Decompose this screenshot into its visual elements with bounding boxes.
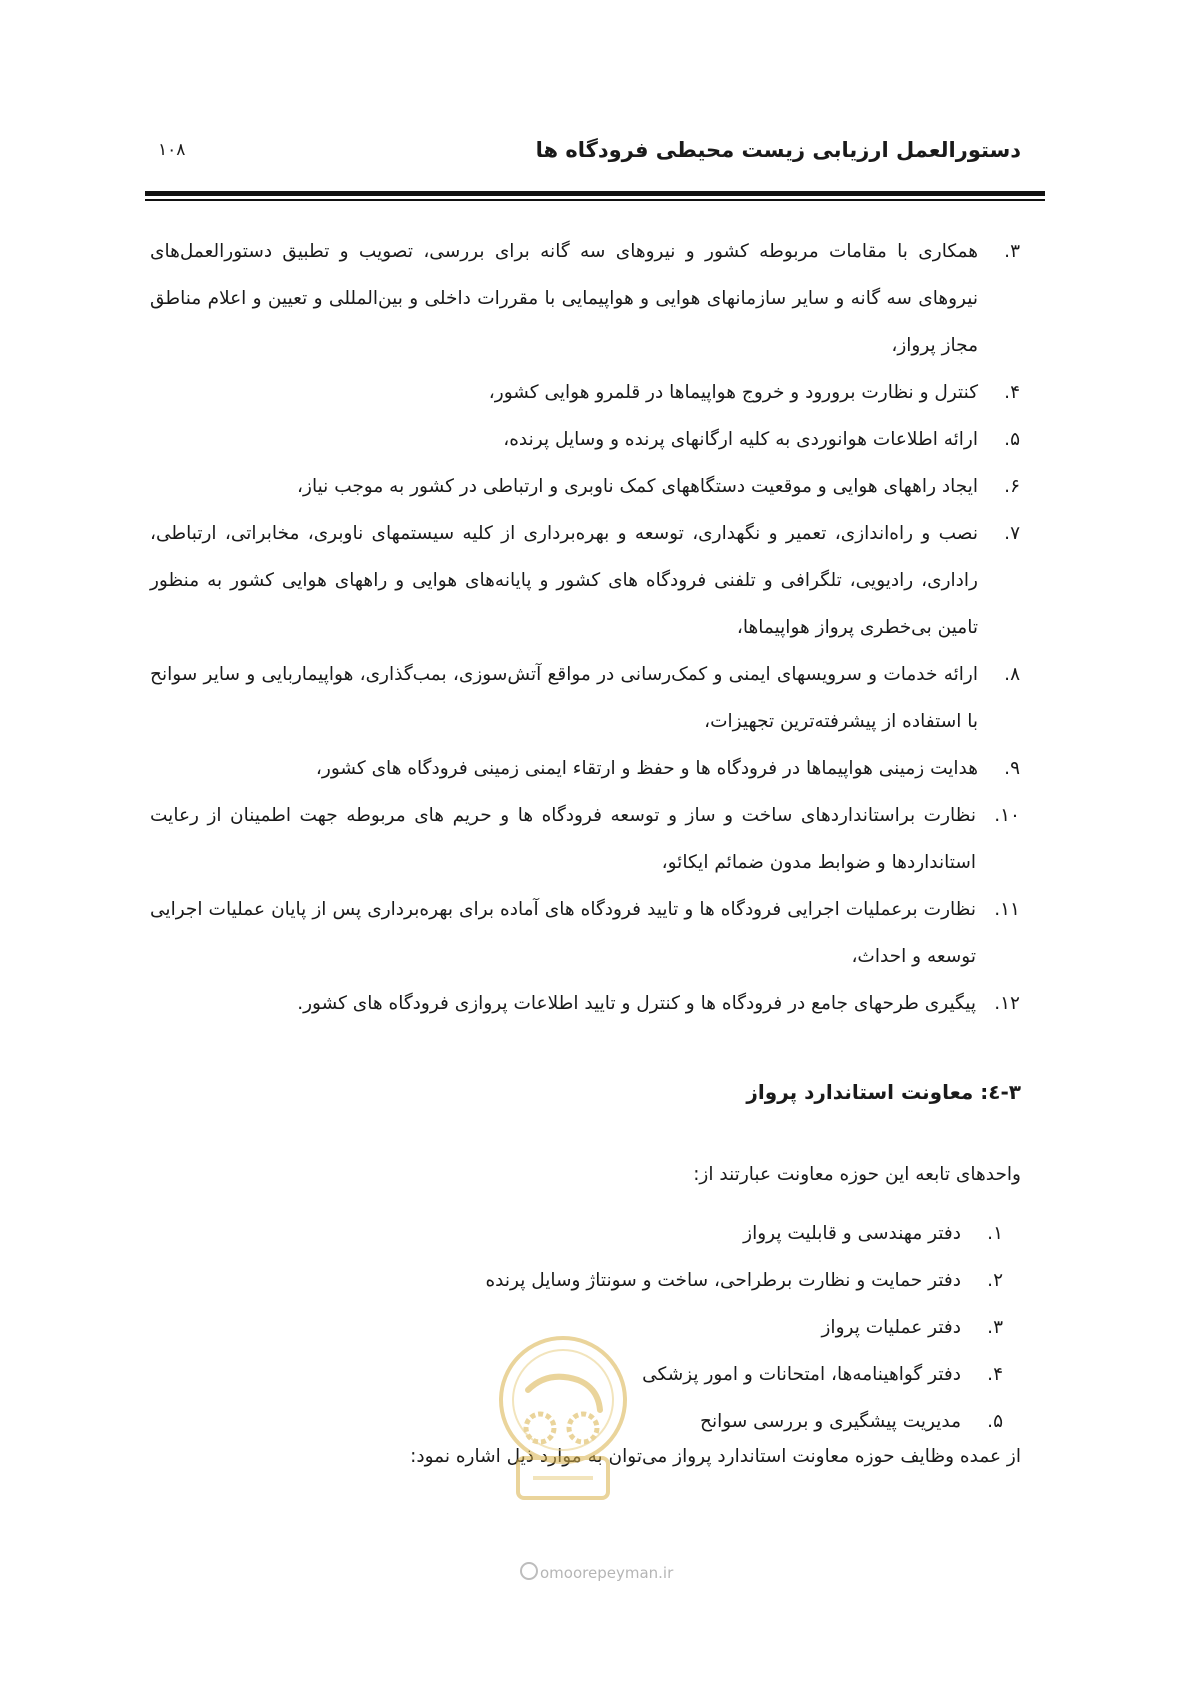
list-item bbox=[150, 980, 1020, 1027]
list-item-number: ۷. bbox=[1004, 523, 1020, 544]
list-item bbox=[150, 510, 1020, 651]
list-item-text: مدیریت پیشگیری و بررسی سوانح bbox=[700, 1411, 961, 1432]
list-item-number: ۹. bbox=[1004, 758, 1020, 779]
list-item bbox=[150, 369, 1020, 416]
list-item bbox=[150, 463, 1020, 510]
list-item bbox=[150, 745, 1020, 792]
list-item bbox=[300, 1351, 1003, 1398]
list-item bbox=[150, 228, 1020, 369]
list-item bbox=[150, 792, 1020, 886]
watermark-url bbox=[520, 1562, 673, 1582]
list-item-text: پیگیری طرحهای جامع در فرودگاه ها و کنترل و تایید اطلاعات پروازی فرودگاه های کشور. bbox=[297, 993, 976, 1014]
page-number: ۱۰۸ bbox=[158, 140, 186, 160]
list-item-number: ۳. bbox=[1004, 241, 1020, 262]
list-item-number: ۵. bbox=[1004, 429, 1020, 450]
list-item-text: دفتر عملیات پرواز bbox=[821, 1317, 961, 1338]
list-item-number: ۵. bbox=[987, 1411, 1003, 1432]
list-item-number: ۴. bbox=[1004, 382, 1020, 403]
list-item bbox=[300, 1210, 1003, 1257]
list-item-text: هدایت زمینی هواپیماها در فرودگاه ها و حفظ و ارتقاء ایمنی زمینی فرودگاه های کشور، bbox=[315, 758, 978, 779]
list-item-text: ایجاد راههای هوایی و موقعیت دستگاههای کمک ناوبری و ارتباطی در کشور به موجب نیاز، bbox=[297, 476, 978, 497]
header-rule-thick bbox=[145, 191, 1045, 196]
list-item-text: دفتر گواهینامه‌ها، امتحانات و امور پزشکی bbox=[642, 1364, 961, 1385]
section-intro: واحدهای تابعه این حوزه معاونت عبارتند از: bbox=[693, 1164, 1021, 1185]
list-item-number: ۱۰. bbox=[994, 805, 1020, 826]
list-item-text: نظارت براستانداردهای ساخت و ساز و توسعه فرودگاه ها و حریم های مربوطه جهت اطمینان از رعایت استانداردها و ضوابط مدون ضمائم ایکائو، bbox=[150, 805, 976, 873]
list-item bbox=[150, 416, 1020, 463]
list-item bbox=[150, 886, 1020, 980]
closing-sentence: از عمده وظایف حوزه معاونت استاندارد پرواز می‌توان به موارد ذیل اشاره نمود: bbox=[410, 1446, 1021, 1467]
list-item bbox=[150, 651, 1020, 745]
watermark-at-icon bbox=[520, 1562, 538, 1580]
list-item-text: نظارت برعملیات اجرایی فرودگاه ها و تایید فرودگاه های آماده برای بهره‌برداری پس از پایان عملیات اجرایی توسعه و احداث، bbox=[150, 899, 976, 967]
list-item-text: ارائه اطلاعات هوانوردی به کلیه ارگانهای پرنده و وسایل پرنده، bbox=[503, 429, 978, 450]
list-item-number: ۲. bbox=[987, 1270, 1003, 1291]
watermark-site-text: omoorepeyman.ir bbox=[540, 1564, 674, 1582]
list-item-text: نصب و راه‌اندازی، تعمیر و نگهداری، توسعه و بهره‌برداری از کلیه سیستمهای ناوبری، مخابراتی، ارتباطی، راداری، رادیویی، تلگرافی و تلفنی فرودگاه های کشور و پایانه‌های هوایی و راههای هوایی کشور به منظور تامین بی‌خطری پرواز هواپیماها، bbox=[150, 523, 978, 638]
list-item-number: ۳. bbox=[987, 1317, 1003, 1338]
list-item bbox=[300, 1304, 1003, 1351]
list-item bbox=[300, 1398, 1003, 1445]
list-item-number: ۱۱. bbox=[994, 899, 1020, 920]
running-header-title: دستورالعمل ارزیابی زیست محیطی فرودگاه ها bbox=[535, 138, 1021, 162]
list-item-text: همکاری با مقامات مربوطه کشور و نیروهای سه گانه برای بررسی، تصویب و تطبیق دستورالعمل‌های نیروهای سه گانه و سایر سازمانهای هوایی و هواپیمایی با مقررات داخلی و بین‌المللی و تعیین و اعلام مناطق مجاز پرواز، bbox=[150, 241, 978, 356]
list-item-text: دفتر حمایت و نظارت برطراحی، ساخت و سونتاژ وسایل پرنده bbox=[485, 1270, 961, 1291]
duties-list bbox=[150, 228, 1020, 1027]
list-item-text: دفتر مهندسی و قابلیت پرواز bbox=[743, 1223, 961, 1244]
list-item-number: ۴. bbox=[987, 1364, 1003, 1385]
list-item-number: ۸. bbox=[1004, 664, 1020, 685]
list-item-number: ۶. bbox=[1004, 476, 1020, 497]
list-item-number: ۱. bbox=[987, 1223, 1003, 1244]
watermark-seal-icon bbox=[488, 1330, 638, 1510]
units-list bbox=[300, 1210, 1003, 1445]
list-item-number: ۱۲. bbox=[994, 993, 1020, 1014]
list-item-text: ارائه خدمات و سرویسهای ایمنی و کمک‌رسانی در مواقع آتش‌سوزی، بمب‌گذاری، هواپیماربایی و سایر سوانح با استفاده از پیشرفته‌ترین تجهیزات، bbox=[150, 664, 978, 732]
list-item bbox=[300, 1257, 1003, 1304]
list-item-text: کنترل و نظارت برورود و خروج هواپیماها در قلمرو هوایی کشور، bbox=[488, 382, 978, 403]
section-heading: ۳-٤: معاونت استاندارد پرواز bbox=[746, 1080, 1021, 1104]
header-rule-thin bbox=[145, 199, 1045, 201]
